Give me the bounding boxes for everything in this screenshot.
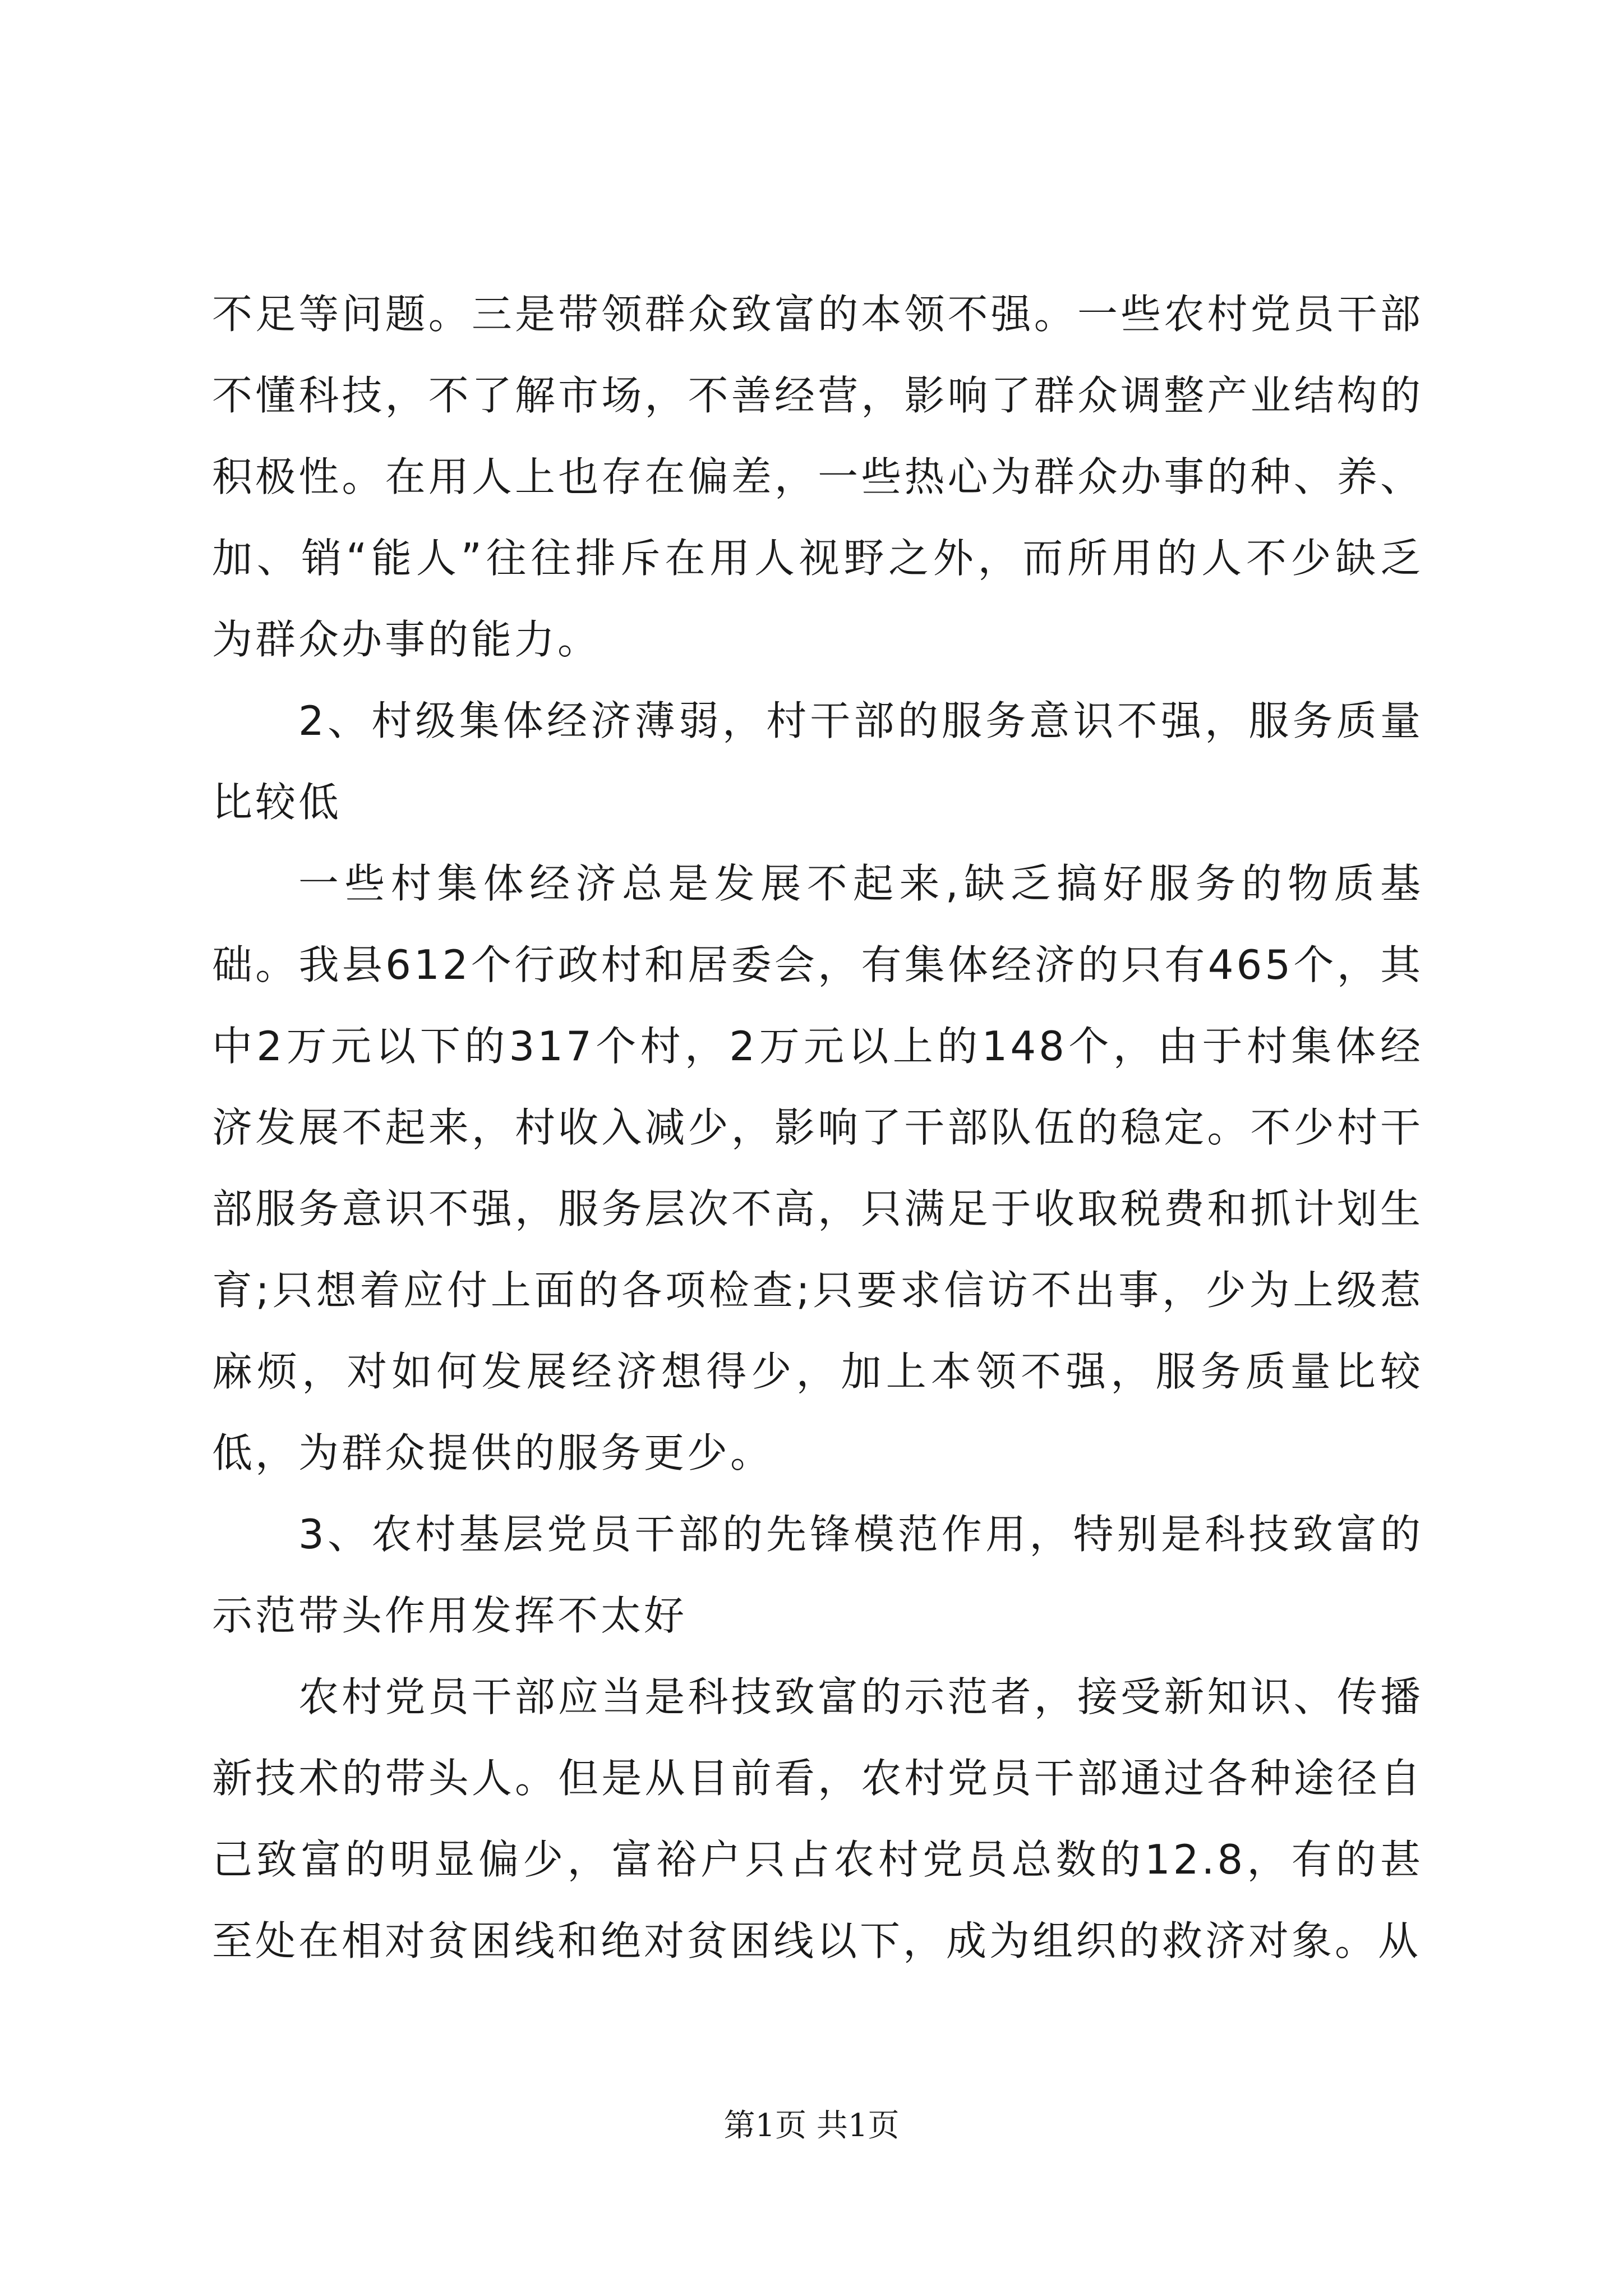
page-footer: 第1页 共1页: [723, 2108, 900, 2144]
paragraph-tech-demonstration: 农村党员干部应当是科技致富的示范者，接受新知识、传播新技术的带头人。但是从目前看，农村党员干部通过各种途径自己致富的明显偏少，富裕户只占农村党员总数的12.8，有的甚至处在相对贫困线和绝对贫困线以下，成为组织的救济对象。从: [212, 1673, 1423, 1964]
paragraph-continued: 不足等问题。三是带领群众致富的本领不强。一些农村党员干部不懂科技，不了解市场，不善经营，影响了群众调整产业结构的积极性。在用人上也存在偏差，一些热心为群众办事的种、养、加、销“能人”往往排斥在用人视野之外，而所用的人不少缺乏为群众办事的能力。: [212, 291, 1423, 663]
paragraph-collective-economy: 一些村集体经济总是发展不起来,缺乏搞好服务的物质基础。我县612个行政村和居委会，有集体经济的只有465个，其中2万元以下的317个村，2万元以上的148个，由于村集体经济发展不起来，村收入减少，影响了干部队伍的稳定。不少村干部服务意识不强，服务层次不高，只满足于收取税费和抓计划生育;只想着应付上面的各项检查;只要求信访不出事，少为上级惹麻烦，对如何发展经济想得少，加上本领不强，服务质量比较低，为群众提供的服务更少。: [212, 860, 1423, 1476]
section-heading-2: 2、村级集体经济薄弱，村干部的服务意识不强，服务质量比较低: [212, 697, 1423, 826]
document-body: [212, 274, 1423, 1982]
section-heading-3: 3、农村基层党员干部的先锋模范作用，特别是科技致富的示范带头作用发挥不太好: [212, 1511, 1423, 1639]
